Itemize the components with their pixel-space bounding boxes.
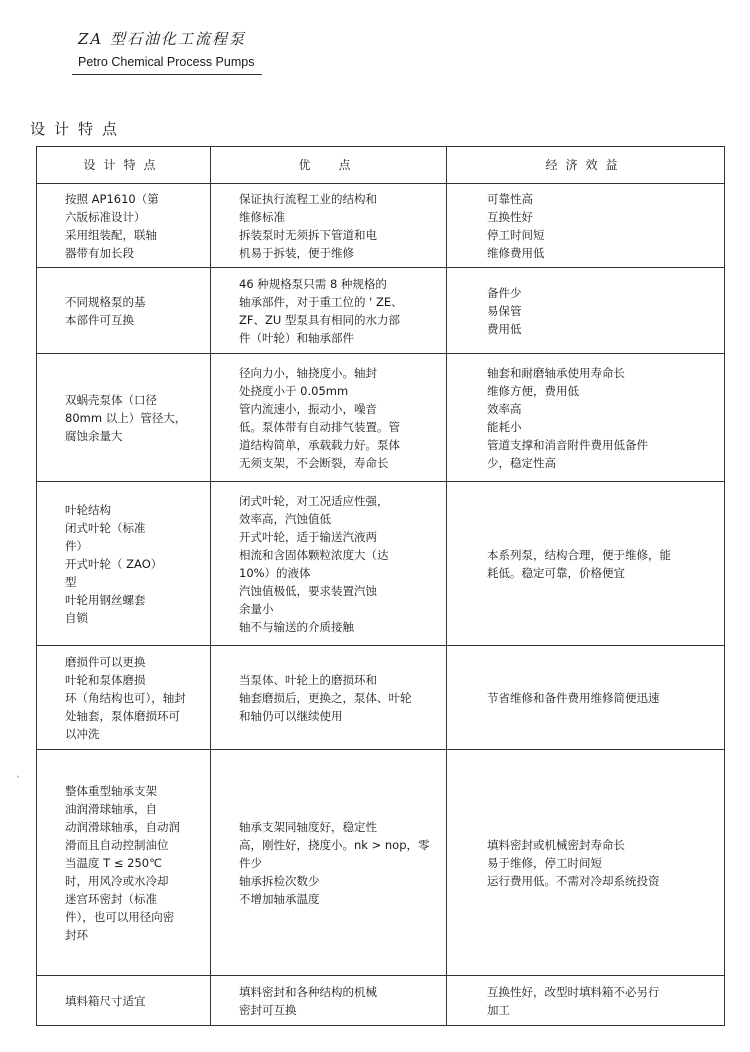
feature-line: 处轴套，泵体磨损环可 [65, 708, 180, 723]
feature-line: 动润滑球轴承，自动润 [65, 819, 180, 834]
advantage-line: 余量小 [239, 601, 274, 616]
feature-line: 整体重型轴承支架 [65, 783, 157, 798]
benefit-cell [447, 482, 725, 646]
advantage-line: 保证执行流程工业的结构和 [239, 191, 377, 206]
benefit-cell [447, 184, 725, 268]
advantage-cell [211, 354, 447, 482]
advantage-cell [211, 750, 447, 976]
benefit-cell [447, 646, 725, 750]
advantage-line: 汽蚀值极低，要求装置汽蚀 [239, 583, 377, 598]
benefit-line: 本系列泵，结构合理，便于维修，能 [487, 547, 671, 562]
feature-cell [37, 268, 211, 354]
header-feature: 设计特点 [37, 147, 211, 184]
advantage-line: 轴不与输送的介质接触 [239, 619, 354, 634]
feature-line: 开式叶轮（ ZAO） [65, 556, 163, 571]
advantage-line: 不增加轴承温度 [239, 891, 320, 906]
benefit-line: 维修费用低 [487, 245, 545, 260]
benefit-line: 停工时间短 [487, 227, 545, 242]
benefit-line: 互换性好，改型时填料箱不必另行 [487, 984, 660, 999]
feature-line: 以冲洗 [65, 726, 100, 741]
feature-line: 自锁 [65, 610, 88, 625]
feature-cell [37, 976, 211, 1026]
advantage-line: 无须支架，不会断裂，寿命长 [239, 455, 389, 470]
advantage-line: 件（叶轮）和轴承部件 [239, 330, 354, 345]
benefit-line: 费用低 [487, 321, 522, 336]
feature-line: 80mm 以上）管径大， [65, 410, 187, 425]
advantage-line: 填料密封和各种结构的机械 [239, 984, 377, 999]
advantage-line: ZF、ZU 型泵具有相同的水力部 [239, 312, 400, 327]
benefit-cell [447, 268, 725, 354]
advantage-line: 当泵体、叶轮上的磨损环和 [239, 672, 377, 687]
feature-line: 环（角结构也可），轴封 [65, 690, 186, 705]
advantage-line: 高，刚性好，挠度小。nk > nop，零 [239, 837, 430, 852]
header-advantage: 优 点 [211, 147, 447, 184]
table-row [37, 354, 725, 482]
feature-line: 叶轮和泵体磨损 [65, 672, 146, 687]
benefit-line: 少，稳定性高 [487, 455, 556, 470]
benefit-line: 效率高 [487, 401, 522, 416]
benefit-line: 填料密封或机械密封寿命长 [487, 837, 625, 852]
advantage-line: 低。泵体带有自动排气装置。管 [239, 419, 400, 434]
feature-cell [37, 750, 211, 976]
advantage-line: 轴承部件，对于重工位的 ' ZE、 [239, 294, 403, 309]
benefit-cell [447, 750, 725, 976]
advantage-line: 46 种规格泵只需 8 种规格的 [239, 276, 387, 291]
advantage-cell [211, 482, 447, 646]
advantage-line: 效率高，汽蚀值低 [239, 511, 331, 526]
benefit-line: 节省维修和备件费用维修简便迅速 [487, 690, 660, 705]
feature-cell [37, 482, 211, 646]
feature-line: 件），也可以用径向密 [65, 909, 175, 924]
advantage-cell [211, 976, 447, 1026]
advantage-line: 件少 [239, 855, 262, 870]
benefit-line: 维修方便，费用低 [487, 383, 579, 398]
advantage-line: 维修标准 [239, 209, 285, 224]
benefit-cell [447, 976, 725, 1026]
benefit-cell [447, 354, 725, 482]
benefit-line: 运行费用低。不需对冷却系统投资 [487, 873, 660, 888]
advantage-line: 轴承拆检次数少 [239, 873, 320, 888]
feature-line: 封环 [65, 927, 88, 942]
advantage-line: 轴套磨损后，更换之，泵体、叶轮 [239, 690, 412, 705]
benefit-line: 加工 [487, 1002, 510, 1017]
feature-line: 闭式叶轮（标准 [65, 520, 146, 535]
benefit-line: 能耗小 [487, 419, 522, 434]
table-row [37, 750, 725, 976]
feature-line: 磨损件可以更换 [65, 654, 146, 669]
feature-line: 件） [65, 538, 88, 553]
feature-line: 当温度 T ≤ 250℃ [65, 855, 162, 870]
brand-title-cn: ZA 型石油化工流程泵 [78, 30, 247, 48]
table-row [37, 268, 725, 354]
advantage-line: 径向力小，轴挠度小。轴封 [239, 365, 377, 380]
feature-line: 填料箱尺寸适宜 [65, 993, 146, 1008]
feature-line: 双蜗壳泵体（口径 [65, 392, 157, 407]
benefit-line: 可靠性高 [487, 191, 533, 206]
feature-line: 型 [65, 574, 77, 589]
table-row [37, 646, 725, 750]
advantage-line: 拆装泵时无须拆下管道和电 [239, 227, 377, 242]
advantage-line: 相流和含固体颗粒浓度大（达 [239, 547, 389, 562]
feature-cell [37, 184, 211, 268]
brand-header [78, 28, 254, 69]
advantage-line: 开式叶轮，适于输送汽液两 [239, 529, 377, 544]
advantage-cell [211, 646, 447, 750]
table-header-row [37, 147, 725, 184]
feature-line: 叶轮结构 [65, 502, 111, 517]
feature-line: 六版标准设计） [65, 209, 146, 224]
benefit-line: 易于维修，停工时间短 [487, 855, 602, 870]
benefit-line: 轴套和耐磨轴承使用寿命长 [487, 365, 625, 380]
benefit-line: 耗低。稳定可靠，价格便宜 [487, 565, 625, 580]
feature-line: 滑而且自动控制油位 [65, 837, 169, 852]
feature-line: 迷宫环密封（标准 [65, 891, 157, 906]
advantage-line: 道结构简单，承载载力好。泵体 [239, 437, 400, 452]
benefit-line: 易保管 [487, 303, 522, 318]
design-features-table [36, 146, 725, 1026]
advantage-line: 闭式叶轮，对工况适应性强， [239, 493, 389, 508]
feature-line: 不同规格泵的基 [65, 294, 146, 309]
feature-cell [37, 354, 211, 482]
section-title: 设计特点 [30, 120, 127, 138]
feature-line: 器带有加长段 [65, 245, 134, 260]
feature-line: 油润滑球轴承，自 [65, 801, 157, 816]
scan-speck: ˋ [16, 776, 21, 786]
feature-line: 按照 AP1610（第 [65, 191, 159, 206]
table-row [37, 184, 725, 268]
table-row [37, 482, 725, 646]
advantage-line: 10%）的液体 [239, 565, 311, 580]
feature-line: 采用组装配，联轴 [65, 227, 157, 242]
advantage-line: 处挠度小于 0.05mm [239, 383, 349, 398]
table-row [37, 976, 725, 1026]
advantage-line: 密封可互换 [239, 1002, 297, 1017]
feature-line: 叶轮用钢丝螺套 [65, 592, 146, 607]
feature-cell [37, 646, 211, 750]
feature-line: 本部件可互换 [65, 312, 134, 327]
advantage-cell [211, 184, 447, 268]
header-benefit: 经济效益 [447, 147, 725, 184]
brand-divider [72, 74, 262, 75]
brand-title-en: Petro Chemical Process Pumps [78, 55, 255, 69]
advantage-line: 轴承支架同轴度好，稳定性 [239, 819, 377, 834]
advantage-line: 和轴仍可以继续使用 [239, 708, 343, 723]
benefit-line: 备件少 [487, 285, 522, 300]
advantage-line: 管内流速小，振动小，噪音 [239, 401, 377, 416]
advantage-line: 机易于拆装，便于维修 [239, 245, 354, 260]
benefit-line: 管道支撑和消音附件费用低备件 [487, 437, 648, 452]
feature-line: 时，用风冷或水冷却 [65, 873, 169, 888]
benefit-line: 互换性好 [487, 209, 533, 224]
advantage-cell [211, 268, 447, 354]
feature-line: 腐蚀余量大 [65, 428, 123, 443]
